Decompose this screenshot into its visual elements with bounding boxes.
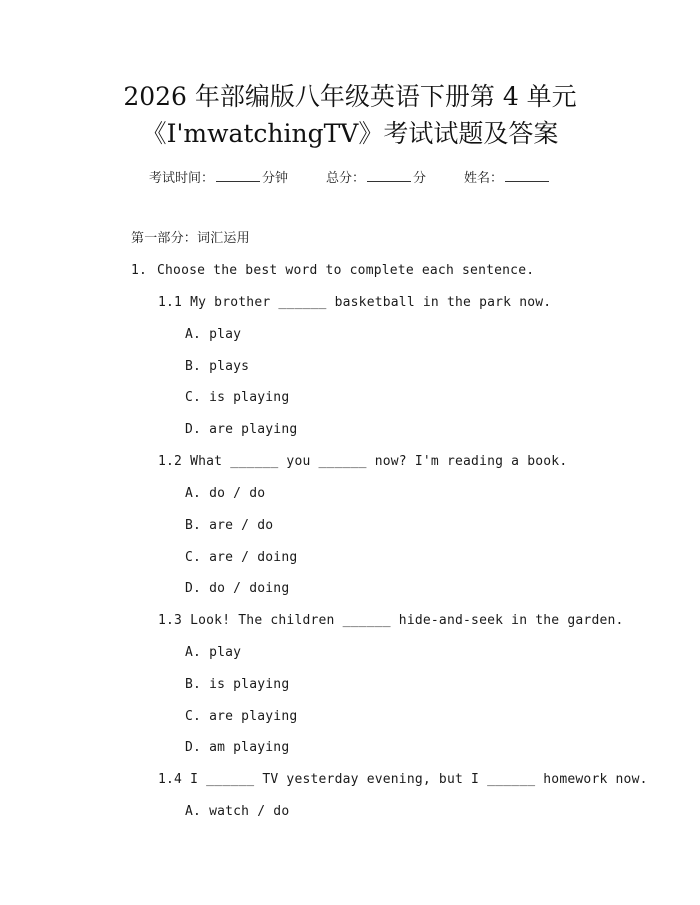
answer-option[interactable]: D. am playing <box>185 740 290 755</box>
answer-option[interactable]: D. do / doing <box>185 581 290 596</box>
answer-option[interactable]: C. are / doing <box>185 550 298 565</box>
question-stem: 1.2 What ______ you ______ now? I'm reading a book. <box>158 454 568 469</box>
answer-option[interactable]: A. play <box>185 645 242 660</box>
total-score-unit: 分 <box>413 171 427 186</box>
question-1-instruction-row <box>131 262 534 280</box>
answer-option[interactable]: A. do / do <box>185 486 266 501</box>
student-name-blank[interactable] <box>505 169 549 182</box>
total-score-label: 总分： <box>325 171 365 186</box>
answer-option[interactable]: C. is playing <box>185 390 290 405</box>
question-instruction: Choose the best word to complete each sentence. <box>157 263 535 278</box>
exam-time-unit: 分钟 <box>261 171 288 186</box>
exam-time-blank[interactable] <box>216 169 260 182</box>
total-score-blank[interactable] <box>367 169 411 182</box>
question-stem: 1.1 My brother ______ basketball in the park now. <box>158 295 552 310</box>
exam-time-label: 考试时间： <box>148 171 214 186</box>
exam-title-line-2: 《I'mwatchingTV》考试试题及答案 <box>141 119 559 148</box>
answer-option[interactable]: D. are playing <box>185 422 298 437</box>
answer-option[interactable]: C. are playing <box>185 709 298 724</box>
question-stem: 1.4 I ______ TV yesterday evening, but I ______ homework now. <box>158 772 648 787</box>
answer-option[interactable]: A. play <box>185 327 242 342</box>
answer-option[interactable]: B. plays <box>185 359 250 374</box>
exam-info-row <box>0 169 700 188</box>
question-stem: 1.3 Look! The children ______ hide-and-seek in the garden. <box>158 613 624 628</box>
total-score-field <box>326 169 426 188</box>
exam-time-field <box>149 169 288 188</box>
answer-option[interactable]: B. is playing <box>185 677 290 692</box>
answer-option[interactable]: B. are / do <box>185 518 274 533</box>
exam-title-line-1: 2026 年部编版八年级英语下册第 4 单元 <box>123 82 577 111</box>
section-heading: 第一部分：词汇运用 <box>131 231 250 246</box>
student-name-label: 姓名： <box>464 171 504 186</box>
student-name-field <box>464 169 551 188</box>
answer-option[interactable]: A. watch / do <box>185 804 290 819</box>
question-number: 1. <box>131 263 148 278</box>
